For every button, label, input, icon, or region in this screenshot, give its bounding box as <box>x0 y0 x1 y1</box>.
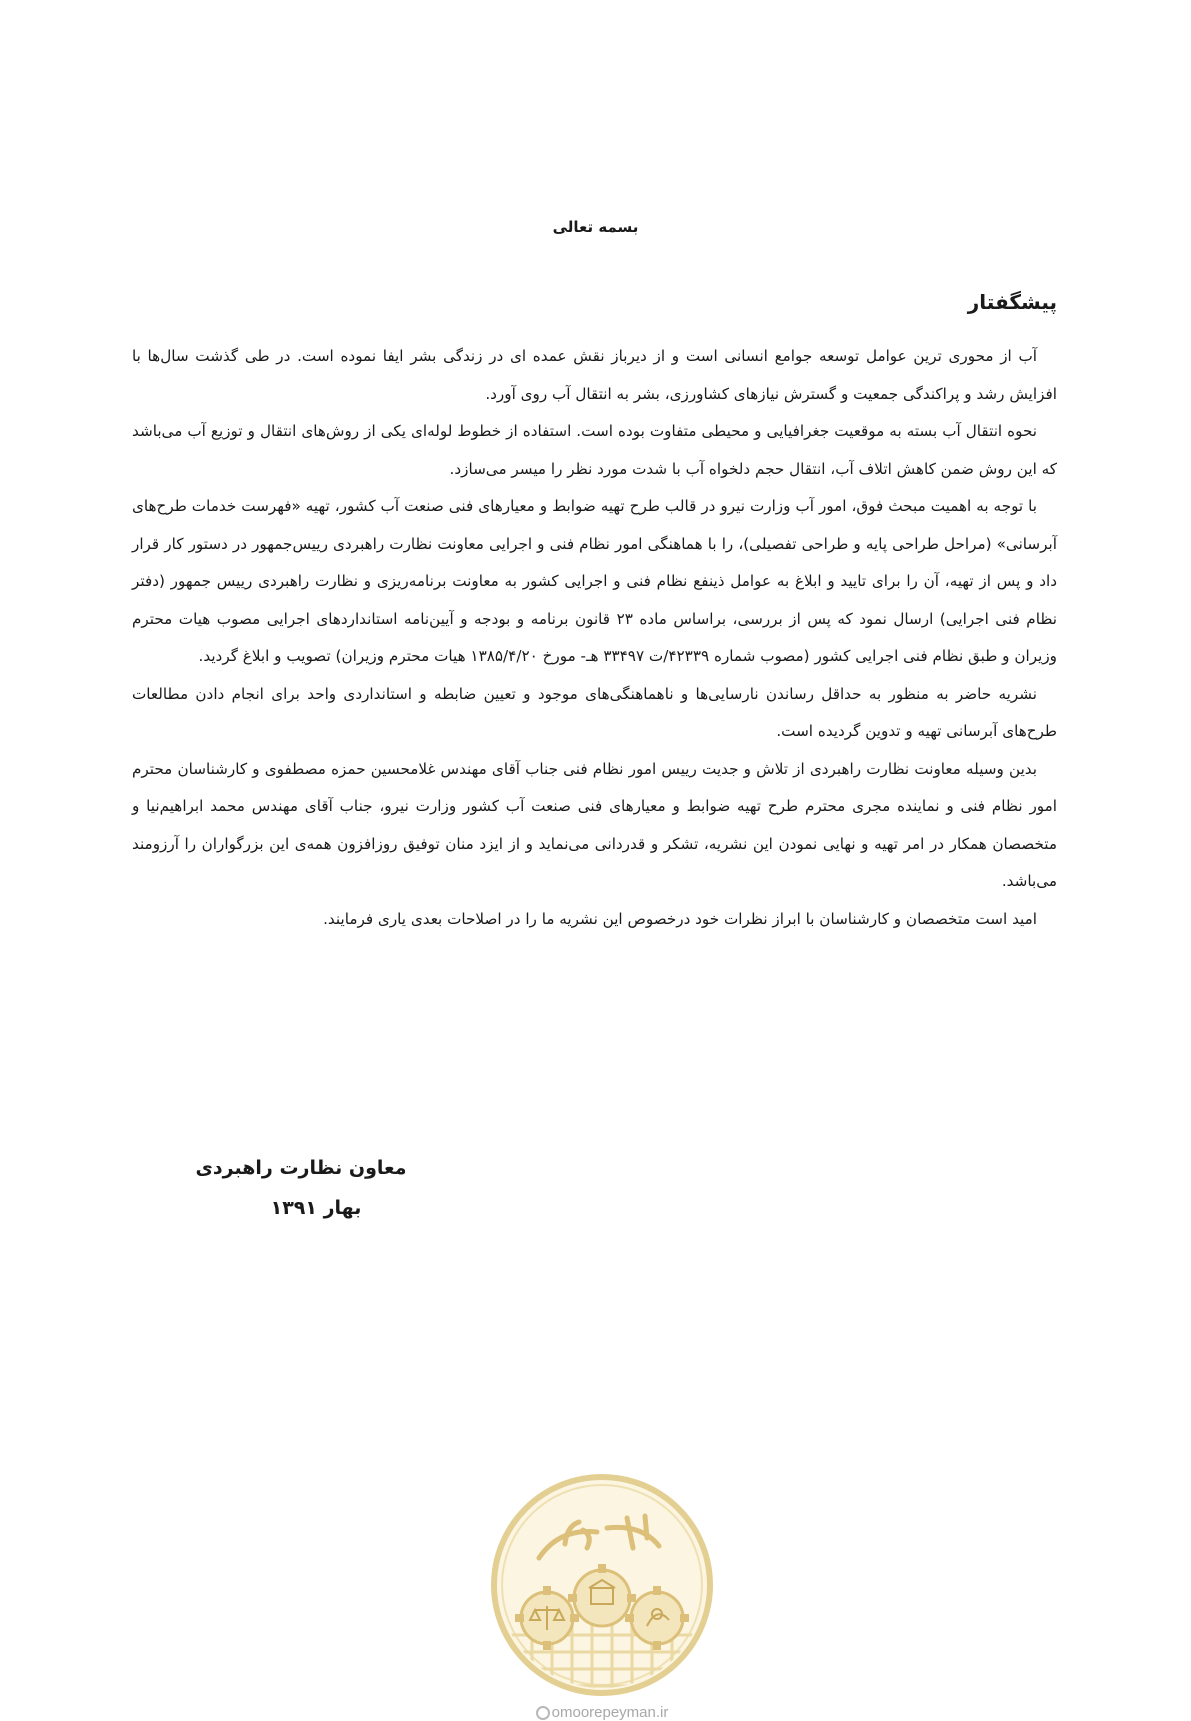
signature-block <box>186 1148 416 1228</box>
website-watermark <box>487 1704 717 1721</box>
basmala-heading: بسمه تعالی <box>552 218 639 236</box>
preface-paragraph: نشریه حاضر به منظور به حداقل رساندن نارسایی‌ها و ناهماهنگی‌های موجود و تعیین ضابطه و استانداردی واحد برای انجام دادن مطالعات طرح‌های آبرسانی تهیه و تدوین گردیده است. <box>132 684 1057 740</box>
preface-body <box>132 338 1057 938</box>
preface-paragraph: با توجه به اهمیت مبحث فوق، امور آب وزارت نیرو در قالب طرح تهیه ضوابط و معیارهای فنی صنعت آب کشور، تهیه «فهرست خدمات طرح‌های آبرسانی» (مراحل طراحی پایه و طراحی تفصیلی)، را با هماهنگی امور نظام فنی و اجرایی معاونت نظارت راهبردی رییس‌جمهور در دستور کار قرار داد و پس از تهیه، آن را برای تایید و ابلاغ به عوامل ذینفع نظام فنی و اجرایی کشور به معاونت برنامه‌ریزی و نظارت راهبردی رییس جمهور (دفتر نظام فنی اجرایی) ارسال نمود که پس از بررسی، براساس ماده ۲۳ قانون برنامه و بودجه و آیین‌نامه استانداردهای اجرایی مصوب هیات محترم وزیران و طبق نظام فنی اجرایی کشور (مصوب شماره ۴۲۳۳۹/ت ۳۳۴۹۷ هـ- مورخ ۱۳۸۵/۴/۲۰ هیات محترم وزیران) تصویب و ابلاغ گردید. <box>132 497 1058 665</box>
logo-graphic <box>487 1470 717 1710</box>
preface-paragraph: امید است متخصصان و کارشناسان با ابراز نظرات خود درخصوص این نشریه ما را در اصلاحات بعدی یاری فرمایند. <box>323 909 1037 928</box>
watermark-text: omoorepeyman.ir <box>551 1704 669 1721</box>
preface-paragraph: نحوه انتقال آب بسته به موقعیت جغرافیایی و محیطی متفاوت بوده است. استفاده از خطوط لوله‌ای یکی از روش‌های انتقال و توزیع آب می‌باشد که این روش ضمن کاهش اتلاف آب، انتقال حجم دلخواه آب با شدت مورد نظر را میسر می‌سازد. <box>132 422 1057 478</box>
signature-office: معاون نظارت راهبردی <box>195 1157 407 1179</box>
preface-paragraph: آب از محوری ترین عوامل توسعه جوامع انسانی است و از دیرباز نقش عمده ای در زندگی بشر ایفا نموده است. در طی گذشت سال‌ها با افزایش رشد و پراکندگی جمعیت و گسترش نیازهای کشاورزی، بشر به انتقال آب روی آورد. <box>132 347 1057 403</box>
at-sign-icon <box>536 1706 550 1720</box>
gears-seal-logo-icon <box>487 1470 717 1710</box>
signature-date: بهار ۱۳۹۱ <box>270 1197 362 1219</box>
preface-title: پیشگفتار <box>967 290 1057 314</box>
preface-paragraph: بدین وسیله معاونت نظارت راهبردی از تلاش و جدیت رییس امور نظام فنی جناب آقای مهندس غلامحسین حمزه مصطفوی و کارشناسان محترم امور نظام فنی و نماینده مجری محترم طرح تهیه ضوابط و معیارهای فنی صنعت آب کشور وزارت نیرو، جناب آقای مهندس محمد ابراهیم‌نیا و متخصصان همکار در امر تهیه و نهایی نمودن این نشریه، تشکر و قدردانی می‌نماید و از ایزد منان توفیق روزافزون همه‌ی این بزرگواران را آرزومند می‌باشد. <box>132 759 1057 890</box>
